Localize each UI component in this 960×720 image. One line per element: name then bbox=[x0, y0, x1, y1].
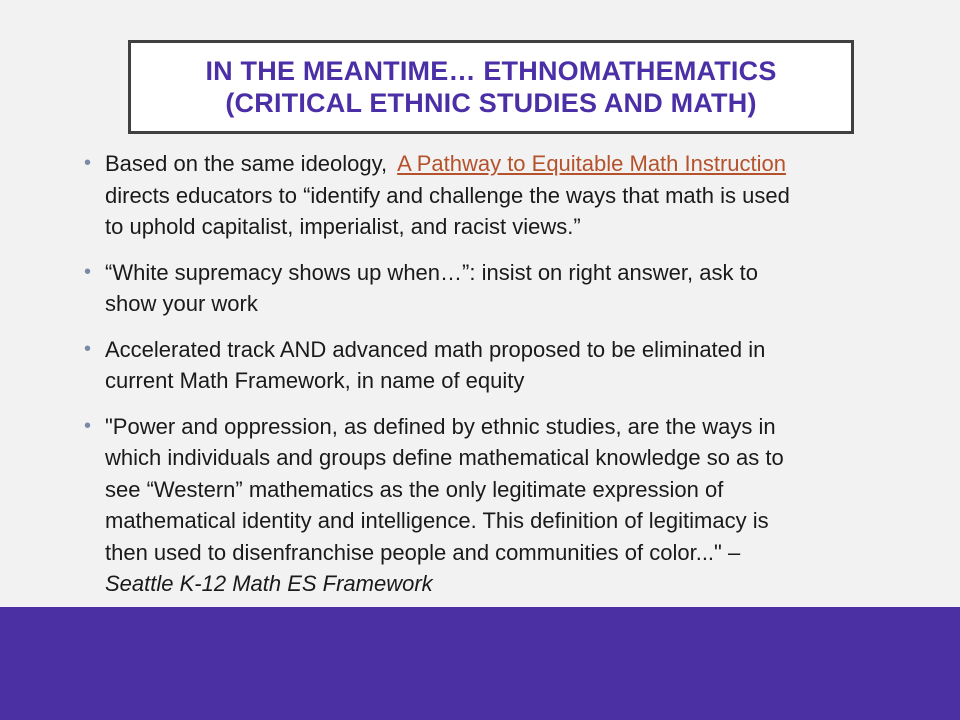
bullet-line: which individuals and groups define mathematical knowledge so as to bbox=[105, 445, 784, 470]
bullet-line: to uphold capitalist, imperialist, and racist views.” bbox=[105, 214, 581, 239]
bullet-dot-icon: • bbox=[84, 337, 92, 360]
slide-title-line-2: (CRITICAL ETHNIC STUDIES AND MATH) bbox=[225, 88, 757, 118]
bullet-text: Based on the same ideology, bbox=[105, 151, 388, 176]
slide-title-line-1: IN THE MEANTIME… ETHNOMATHEMATICS bbox=[205, 56, 777, 86]
footer-bar bbox=[0, 607, 960, 720]
bullet-line: see “Western” mathematics as the only legitimate expression of bbox=[105, 476, 724, 502]
bullet-dot-icon: • bbox=[84, 152, 92, 174]
bullet-line: show your work bbox=[105, 291, 258, 316]
bullet-item-power-quote bbox=[84, 411, 884, 600]
bullet-line: mathematical identity and intelligence. This definition of legitimacy is bbox=[105, 508, 769, 533]
bullet-line: "Power and oppression, as defined by ethnic studies, are the ways in bbox=[105, 413, 776, 439]
bullet-line bbox=[105, 148, 884, 180]
bullet-line: “White supremacy shows up when…”: insist on right answer, ask to bbox=[105, 259, 758, 285]
bullet-dot-icon: • bbox=[84, 260, 92, 283]
bullet-dot-icon: • bbox=[84, 414, 92, 437]
bullet-line: current Math Framework, in name of equity bbox=[105, 368, 525, 393]
bullet-line: directs educators to “identify and challenge the ways that math is used bbox=[105, 182, 790, 208]
pathway-link[interactable]: A Pathway to Equitable Math Instruction bbox=[397, 151, 787, 176]
bullet-item-white-supremacy bbox=[84, 257, 884, 320]
bullet-line: then used to disenfranchise people and communities of color..." – bbox=[105, 539, 741, 565]
bullet-item-accelerated-track bbox=[84, 334, 884, 397]
title-box bbox=[128, 40, 854, 134]
quote-source: Seattle K-12 Math ES Framework bbox=[105, 571, 433, 596]
bullet-list bbox=[84, 148, 884, 614]
bullet-item-pathway bbox=[84, 148, 884, 243]
bullet-line: Accelerated track AND advanced math proposed to be eliminated in bbox=[105, 336, 766, 362]
